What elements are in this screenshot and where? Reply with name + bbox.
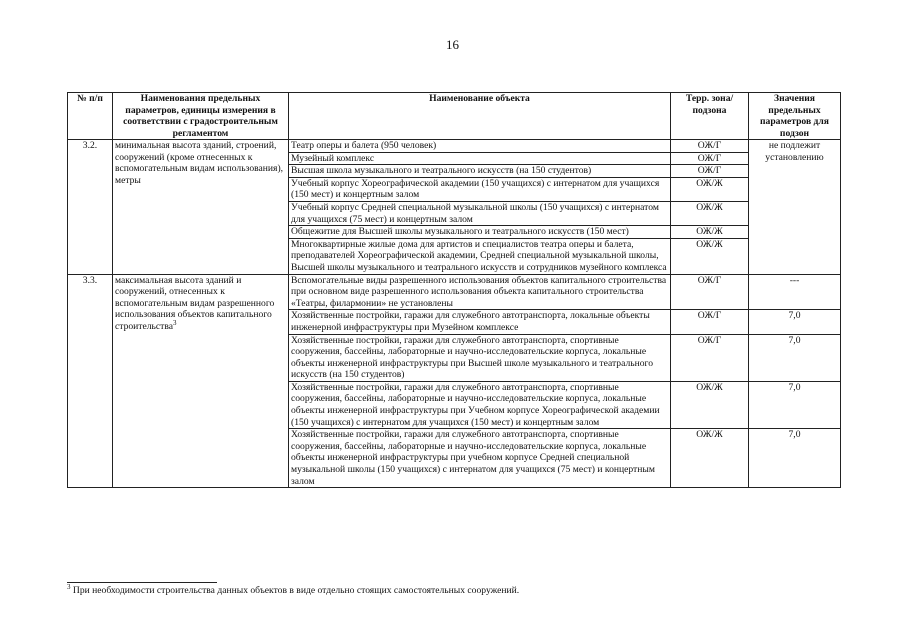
parameter-value: 7,0 xyxy=(749,381,841,428)
header-param: Наименования предельных параметров, единицы измерения в соответствии с градостроительным регламентом xyxy=(113,93,289,140)
zone-code: ОЖ/Г xyxy=(671,165,749,178)
object-name: Театр оперы и балета (950 человек) xyxy=(289,140,671,153)
zone-code: ОЖ/Ж xyxy=(671,429,749,488)
object-name: Хозяйственные постройки, гаражи для служебного автотранспорта, локальные объекты инженерной инфраструктуры при Музейном комплексе xyxy=(289,310,671,334)
object-name: Хозяйственные постройки, гаражи для служебного автотранспорта, спортивные сооружения, бассейны, лабораторные и научно-исследовательские корпуса, локальные объекты инженерной инфраструктуры при Учебном корпусе Хореографической академии (150 учащихся) с интернатом для учащихся (150 мест) и концертным залом xyxy=(289,381,671,428)
zone-code: ОЖ/Ж xyxy=(671,177,749,201)
footnote-ref: 3 xyxy=(173,318,177,327)
parameter-value: 7,0 xyxy=(749,429,841,488)
object-name: Хозяйственные постройки, гаражи для служебного автотранспорта, спортивные сооружения, бассейны, лабораторные и научно-исследовательские корпуса, локальные объекты инженерной инфраструктуры при учебном корпусе Средней специальной музыкальной школы (150 учащихся) с интернатом для учащихся (75 мест) и концертным залом xyxy=(289,429,671,488)
header-object: Наименование объекта xyxy=(289,93,671,140)
zone-code: ОЖ/Г xyxy=(671,274,749,310)
table-header-row xyxy=(68,93,841,140)
parameters-table xyxy=(67,92,841,488)
row-number: 3.2. xyxy=(68,140,113,275)
table-row xyxy=(68,140,841,153)
object-name: Учебный корпус Хореографической академии (150 учащихся) с интернатом для учащихся (150 мест) и концертным залом xyxy=(289,177,671,201)
object-name: Общежитие для Высшей школы музыкального и театрального искусств (150 мест) xyxy=(289,226,671,239)
parameter-value: не подлежит установлению xyxy=(749,140,841,275)
footnote xyxy=(67,582,520,596)
parameter-name: минимальная высота зданий, строений, сооружений (кроме отнесенных к вспомогательным видам использования), метры xyxy=(113,140,289,275)
header-num: № п/п xyxy=(68,93,113,140)
header-zone: Терр. зона/подзона xyxy=(671,93,749,140)
object-name: Музейный комплекс xyxy=(289,152,671,165)
object-name: Высшая школа музыкального и театрального искусств (на 150 студентов) xyxy=(289,165,671,178)
object-name: Учебный корпус Средней специальной музыкальной школы (150 учащихся) с интернатом для учащихся (75 мест) и концертным залом xyxy=(289,201,671,225)
page-number: 16 xyxy=(446,37,459,52)
footnote-divider xyxy=(67,582,217,583)
footnote-text: При необходимости строительства данных объектов в виде отдельно стоящих самостоятельных сооружений. xyxy=(70,585,520,596)
zone-code: ОЖ/Ж xyxy=(671,201,749,225)
footnote-mark: 3 xyxy=(67,582,71,591)
zone-code: ОЖ/Ж xyxy=(671,226,749,239)
header-value: Значения предельных параметров для подзон xyxy=(749,93,841,140)
zone-code: ОЖ/Г xyxy=(671,152,749,165)
object-name: Вспомогательные виды разрешенного использования объектов капитального строительства при основном виде разрешенного использования объекта капитального строительства «Театры, филармонии» не установлены xyxy=(289,274,671,310)
zone-code: ОЖ/Ж xyxy=(671,238,749,274)
zone-code: ОЖ/Г xyxy=(671,310,749,334)
zone-code: ОЖ/Г xyxy=(671,140,749,153)
row-number: 3.3. xyxy=(68,274,113,488)
zone-code: ОЖ/Ж xyxy=(671,381,749,428)
parameter-name-text: максимальная высота зданий и сооружений, отнесенных к вспомогательным видам разрешенного использования объектов капитального строительства xyxy=(115,274,275,332)
object-name: Хозяйственные постройки, гаражи для служебного автотранспорта, спортивные сооружения, бассейны, лабораторные и научно-исследовательские корпуса, локальные объекты инженерной инфраструктуры при Высшей школе музыкального и театрального искусств (на 150 студентов) xyxy=(289,334,671,381)
zone-code: ОЖ/Г xyxy=(671,334,749,381)
object-name: Многоквартирные жилые дома для артистов и специалистов театра оперы и балета, преподавателей Хореографической академии, Средней специальной музыкальной школы, Высшей школы музыкального и театрального искусств и сотрудников музейного комплекса xyxy=(289,238,671,274)
parameter-value: 7,0 xyxy=(749,334,841,381)
parameter-value: --- xyxy=(749,274,841,310)
parameter-value: 7,0 xyxy=(749,310,841,334)
table-row xyxy=(68,274,841,310)
parameter-name xyxy=(113,274,289,488)
